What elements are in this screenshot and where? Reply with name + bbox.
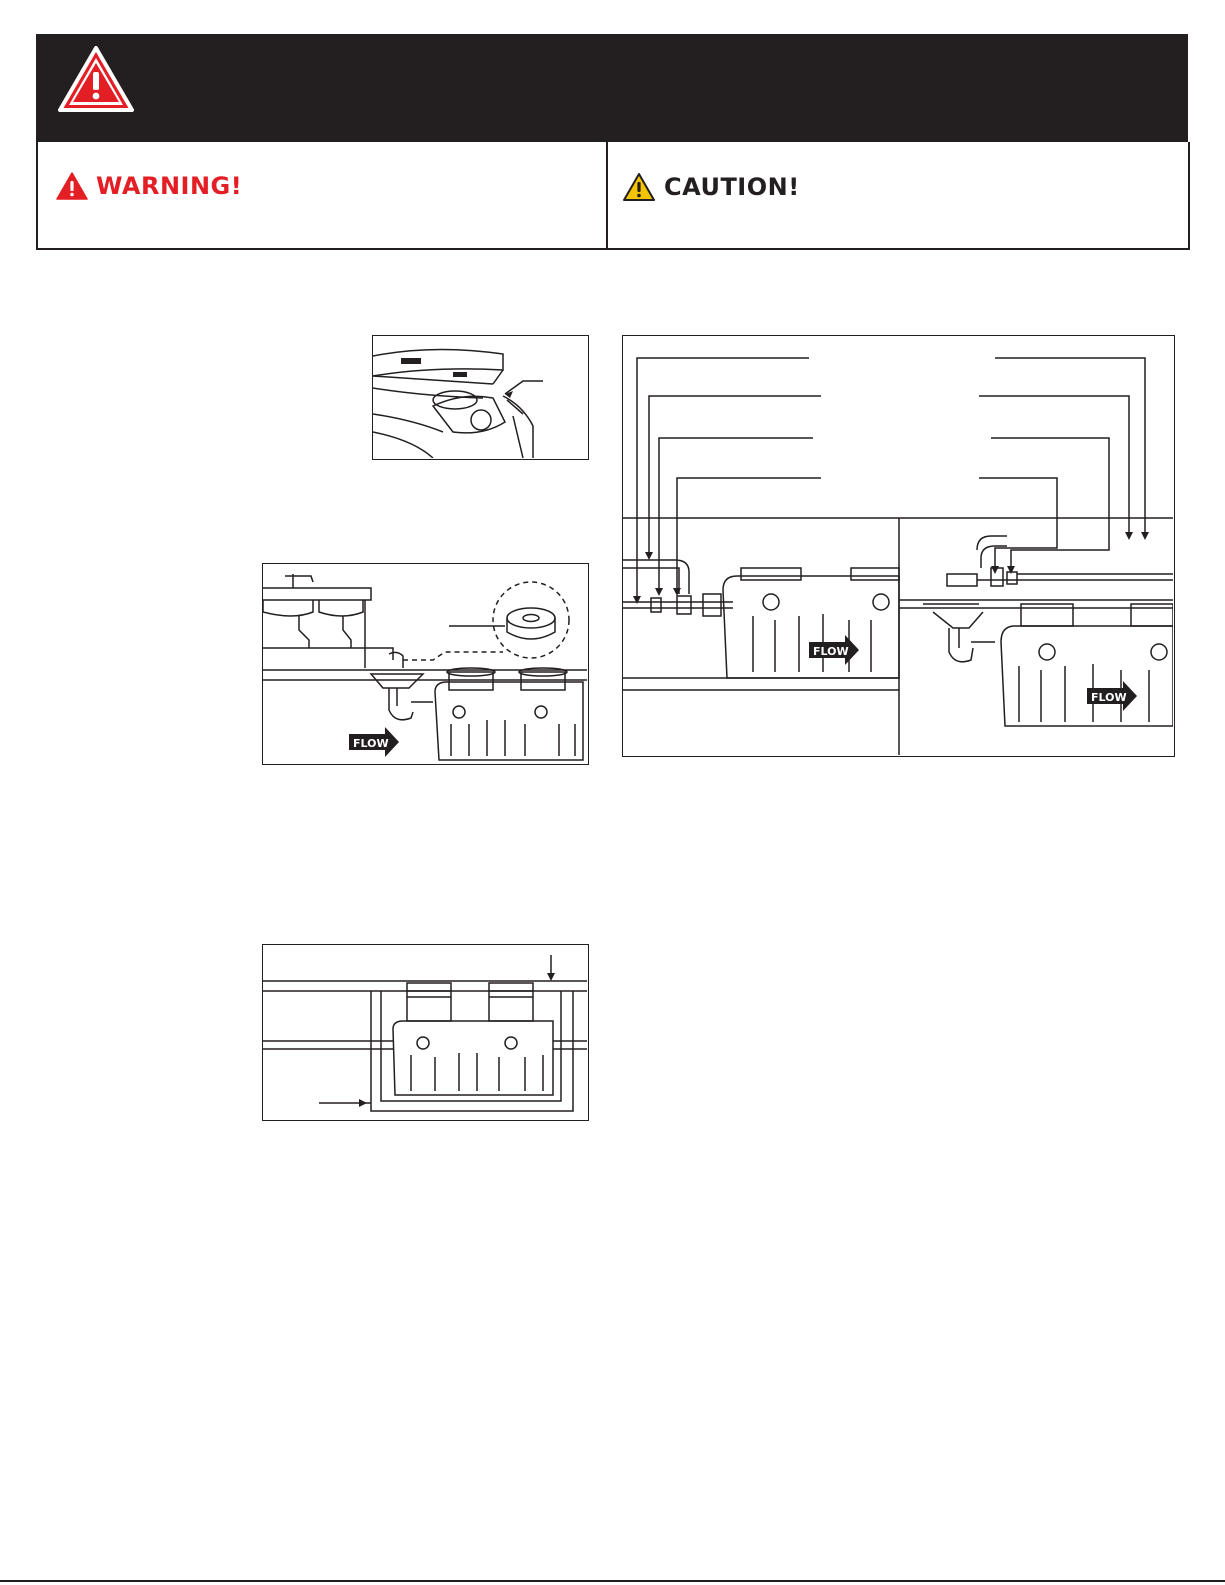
flow-arrow — [349, 727, 399, 757]
banner-warning-icon — [56, 44, 136, 116]
warning-triangle-icon — [56, 172, 88, 200]
flow-label: FLOW — [813, 645, 849, 658]
warning-label: WARNING! — [96, 172, 243, 200]
caution-label: CAUTION! — [664, 173, 800, 201]
caution-triangle-icon — [622, 172, 656, 202]
warning-heading — [56, 172, 242, 200]
safety-notice-row — [36, 142, 1190, 250]
header-banner — [36, 34, 1188, 142]
notice-divider — [606, 142, 608, 248]
sink-to-tank-figure — [262, 563, 589, 765]
page-bottom-rule — [0, 1580, 1225, 1582]
plumbing-illustration — [623, 336, 1173, 755]
tank-burial-figure — [262, 944, 589, 1121]
caution-heading — [622, 172, 800, 202]
flow-label: FLOW — [1091, 691, 1127, 704]
plumbing-connection-figure — [622, 335, 1175, 757]
tank-burial-illustration — [263, 945, 587, 1119]
lid-strap-figure — [372, 335, 589, 460]
sink-tank-illustration — [263, 564, 587, 763]
flow-arrow-right-panel — [1087, 681, 1137, 711]
lid-strap-illustration — [373, 336, 587, 458]
flow-label: FLOW — [353, 737, 389, 750]
flow-arrow-left-panel — [809, 635, 859, 665]
